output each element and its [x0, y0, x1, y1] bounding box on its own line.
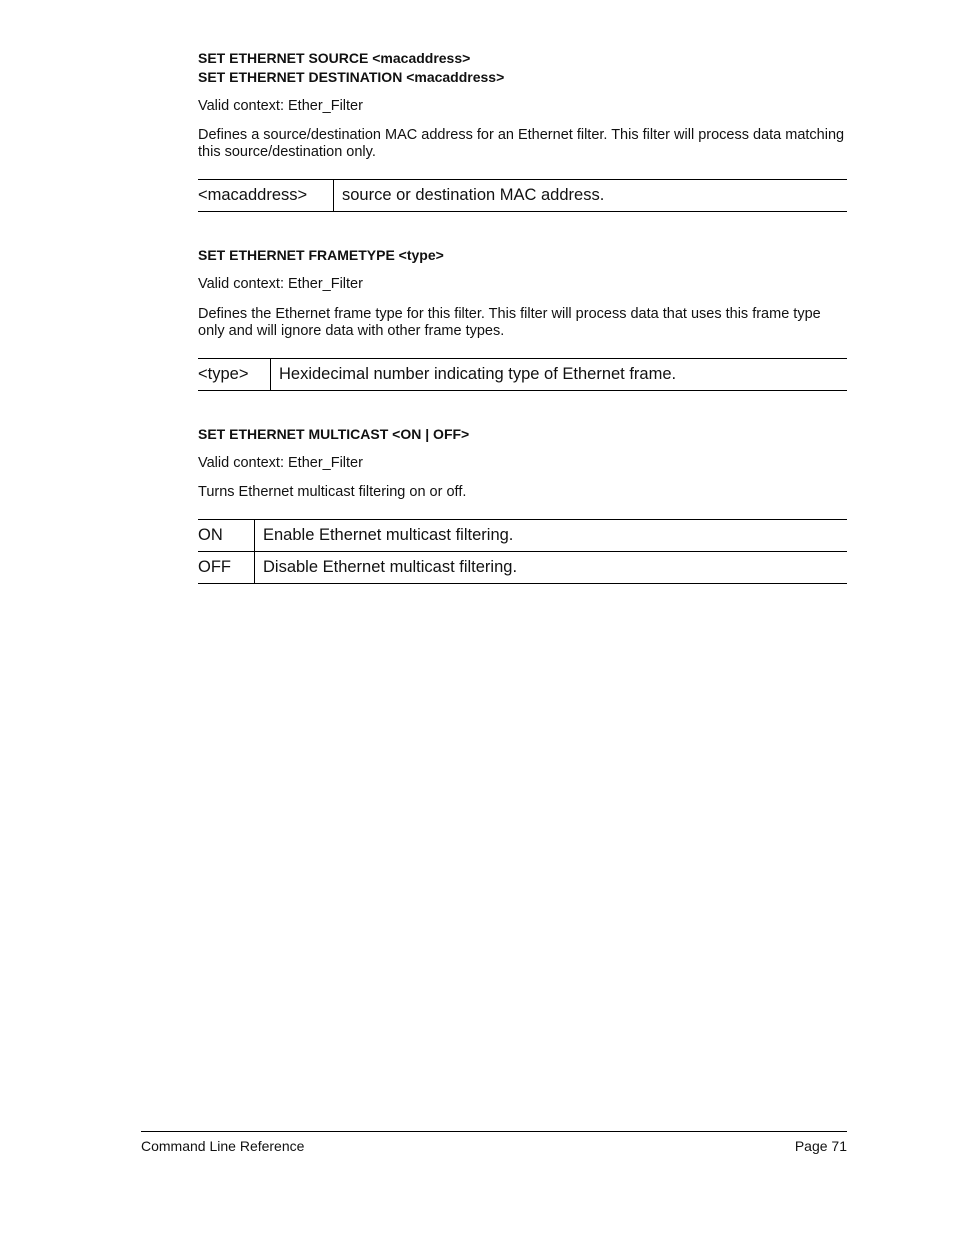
command-description: Defines the Ethernet frame type for this filter. This filter will process data that uses this frame type only and will ignore data with other frame types. — [198, 306, 821, 339]
command-description: Defines a source/destination MAC address for an Ethernet filter. This filter will process data matching this source/destination only. — [198, 127, 845, 160]
command-heading-set-ethernet-multicast: SET ETHERNET MULTICAST <ON | OFF> — [198, 426, 470, 442]
table-row — [198, 180, 847, 212]
parameter-name: <type> — [198, 359, 271, 391]
command-heading-set-ethernet-source: SET ETHERNET SOURCE <macaddress> — [198, 50, 471, 66]
parameter-description: Enable Ethernet multicast filtering. — [255, 520, 848, 552]
valid-context: Valid context: Ether_Filter — [198, 98, 363, 114]
footer-page-number: Page 71 — [794, 1138, 847, 1154]
parameter-table — [198, 179, 847, 212]
parameter-description: source or destination MAC address. — [334, 180, 848, 212]
valid-context: Valid context: Ether_Filter — [198, 455, 363, 471]
parameter-name: OFF — [198, 552, 255, 584]
command-heading-set-ethernet-frametype: SET ETHERNET FRAMETYPE <type> — [198, 247, 444, 263]
table-row — [198, 520, 847, 552]
parameter-description: Disable Ethernet multicast filtering. — [255, 552, 848, 584]
parameter-name: <macaddress> — [198, 180, 334, 212]
table-row — [198, 359, 847, 391]
footer-document-title: Command Line Reference — [141, 1138, 305, 1154]
parameter-table — [198, 519, 847, 584]
parameter-description: Hexidecimal number indicating type of Ethernet frame. — [271, 359, 848, 391]
parameter-name: ON — [198, 520, 255, 552]
command-description: Turns Ethernet multicast filtering on or off. — [198, 484, 467, 500]
parameter-table — [198, 358, 847, 391]
command-heading-set-ethernet-destination: SET ETHERNET DESTINATION <macaddress> — [198, 69, 505, 85]
valid-context: Valid context: Ether_Filter — [198, 276, 363, 292]
footer-rule — [141, 1131, 847, 1132]
table-row — [198, 552, 847, 584]
